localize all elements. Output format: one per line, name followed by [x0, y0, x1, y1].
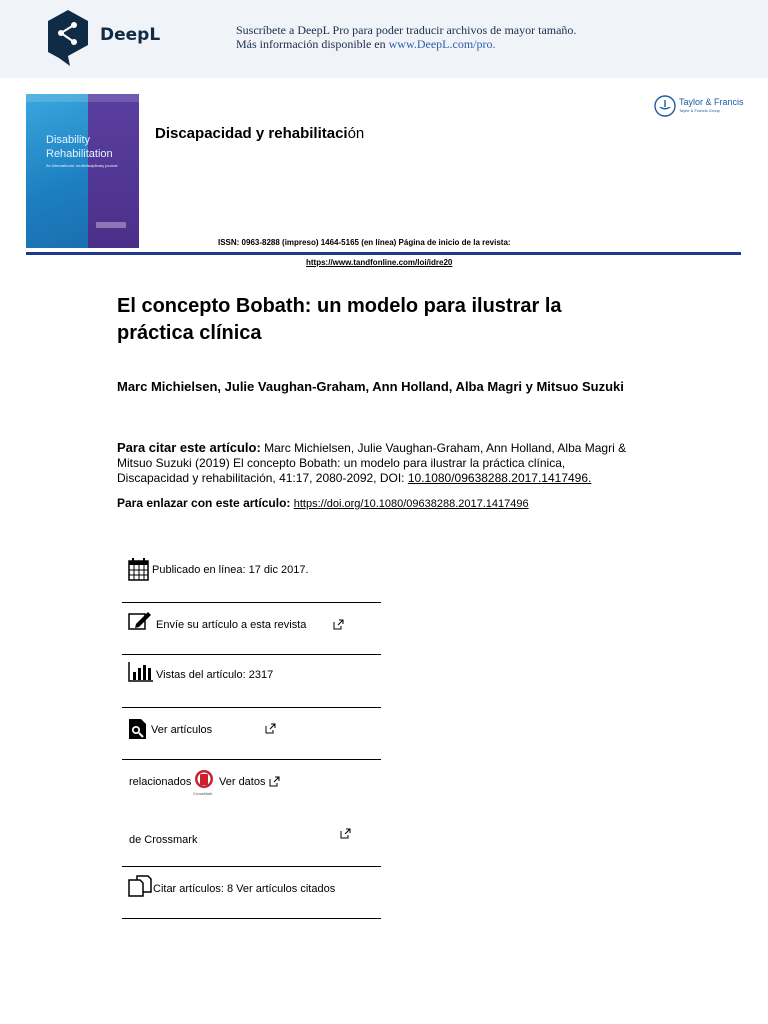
divider: [122, 918, 381, 919]
cover-subtitle: An international, multidisciplinary journal: [46, 163, 118, 168]
journal-homepage-link[interactable]: https://www.tandfonline.com/loi/idre20: [306, 258, 453, 267]
citing-articles-icon[interactable]: [128, 875, 152, 897]
journal-title: [155, 125, 364, 142]
article-views: Vistas del artículo: 2317: [156, 669, 274, 681]
external-link-icon[interactable]: [269, 776, 280, 787]
deepl-logo-icon[interactable]: [44, 8, 92, 68]
divider: [122, 759, 381, 760]
divider: [122, 707, 381, 708]
promo-line-1: Suscríbete a DeepL Pro para poder traducir archivos de mayor tamaño.: [236, 23, 577, 37]
header-rule: [26, 252, 741, 255]
article-authors: Marc Michielsen, Julie Vaughan-Graham, Ann Holland, Alba Magri y Mitsuo Suzuki: [117, 379, 624, 394]
article-doi-link[interactable]: https://doi.org/10.1080/09638288.2017.1417496: [293, 498, 529, 510]
crossmark-badge-label: CrossMark: [193, 791, 213, 796]
submit-article-link[interactable]: Envíe su artículo a esta revista: [156, 619, 307, 631]
issn-line: ISSN: 0963-8288 (impreso) 1464-5165 (en línea) Página de inicio de la revista:: [218, 238, 511, 247]
deepl-promo-text: [236, 23, 576, 51]
cover-title-1: Disability: [46, 134, 91, 146]
divider: [122, 602, 381, 603]
citation-doi-link[interactable]: 10.1080/09638288.2017.1417496.: [407, 471, 592, 485]
bar-chart-icon: [128, 662, 154, 682]
cover-title-2: Rehabilitation: [46, 148, 113, 160]
deepl-brand-name: DeepL: [100, 25, 161, 45]
cover-publisher-mark: [96, 222, 126, 228]
cover-top-bar: [26, 94, 139, 102]
search-document-icon[interactable]: [128, 718, 148, 740]
crossmark-data-label[interactable]: de Crossmark: [129, 834, 198, 846]
deepl-pro-link[interactable]: www.DeepL.com/pro.: [388, 37, 496, 51]
crossmark-view-link[interactable]: Ver datos: [219, 776, 266, 788]
publisher-name: Taylor & Francis: [679, 97, 744, 107]
edit-pencil-icon[interactable]: [128, 610, 152, 631]
taylor-francis-logo-icon: [654, 95, 676, 117]
related-articles-label[interactable]: relacionados: [129, 776, 192, 788]
article-title: El concepto Bobath: un modelo para ilustrar la práctica clínica: [117, 295, 562, 344]
crossmark-icon[interactable]: [194, 769, 214, 791]
related-articles-link[interactable]: Ver artículos: [151, 724, 213, 736]
promo-line-2-text: Más información disponible en: [236, 37, 389, 51]
publisher-subname: Taylor & Francis Group: [679, 108, 720, 113]
article-link-label: Para enlazar con este artículo:: [117, 496, 291, 510]
divider: [122, 654, 381, 655]
citation-block: [117, 440, 637, 486]
cover-left-panel: [26, 94, 91, 248]
journal-title-tail: ón: [347, 125, 365, 142]
citation-label: Para citar este artículo:: [117, 440, 261, 455]
journal-title-main: Discapacidad y rehabilitaci: [155, 125, 348, 142]
calendar-icon: [128, 558, 149, 581]
divider: [122, 866, 381, 867]
citing-articles[interactable]: Citar artículos: 8 Ver artículos citados: [153, 883, 336, 895]
article-link-line: [117, 496, 529, 510]
deepl-banner: [0, 0, 768, 78]
promo-line-2: [236, 37, 576, 51]
external-link-icon[interactable]: [333, 619, 344, 630]
citation-text: Marc Michielsen, Julie Vaughan-Graham, Ann Holland, Alba Magri & Mitsuo Suzuki (2019) El concepto Bobath: un modelo para ilustrar la práctica clínica, Discapacidad y rehabilitación, 41:17, 2080-2092, DOI:: [117, 441, 627, 485]
journal-cover-image: [26, 94, 139, 248]
published-date: Publicado en línea: 17 dic 2017.: [152, 564, 309, 576]
external-link-icon[interactable]: [340, 828, 351, 839]
external-link-icon[interactable]: [265, 723, 276, 734]
